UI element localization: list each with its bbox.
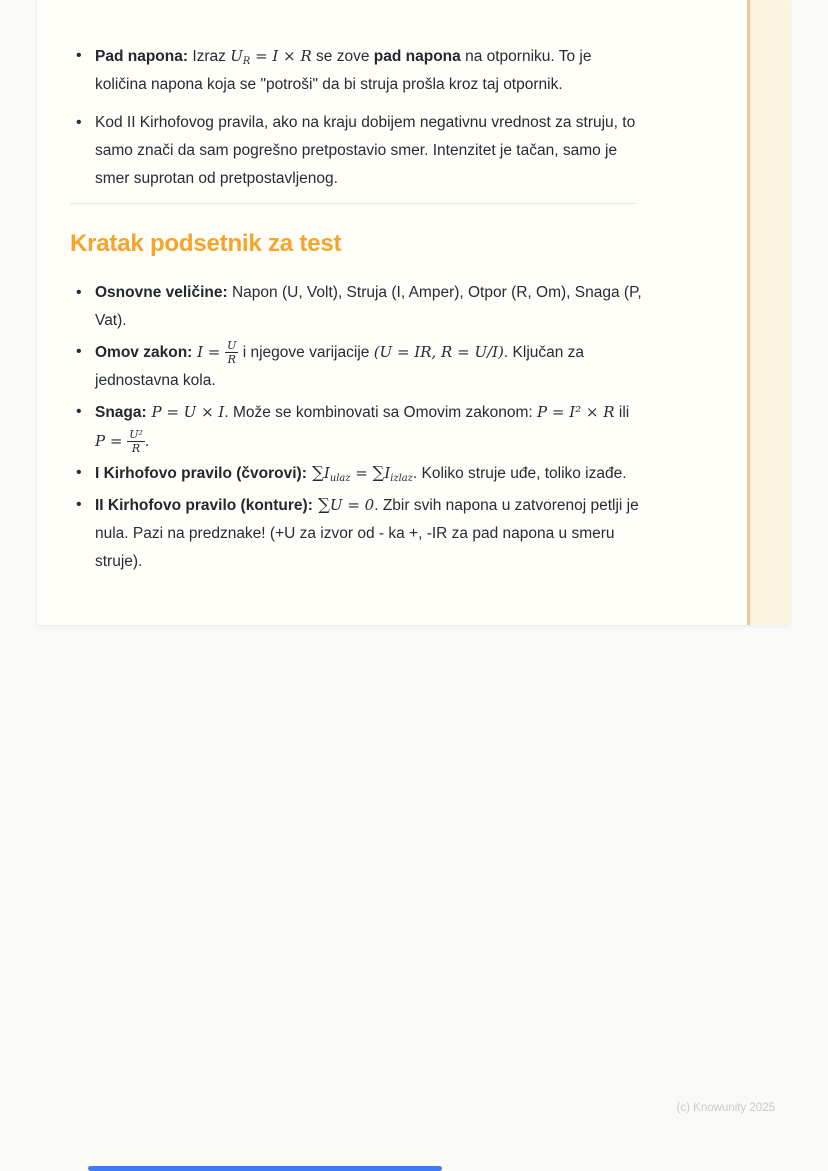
bullet-item-kirhof-1 [70,459,642,488]
summary-bullet-list [70,279,642,576]
section-heading: Kratak podsetnik za test [70,230,342,257]
text-run: . Ključan za jednostavna kola. [95,344,585,389]
text-run: na otporniku. To je količina napona koja se "potroši" da bi struja prošla kroz taj otpornik. [95,48,592,93]
bullet-item-kirhof-napomena [70,109,642,193]
math-subscript: R [242,56,251,68]
section-divider [70,203,637,204]
text-run: . Može se kombinovati sa Omovim zakonom: [224,404,538,421]
term-label: Pad napona: [95,48,189,65]
term-label: Osnovne veličine: [95,284,228,301]
page-content [37,0,657,576]
math-var: I [384,464,391,482]
math-expression [230,47,312,68]
text-run: Kod II Kirhofovog pravila, ako na kraju dobijem negativnu vrednost za struju, to samo znači da sam pogrešno pretpostavio smer. Intenzitet je tačan, samo je smer suprotan od pretpostavljenog. [95,114,636,187]
math-var: I [323,464,330,482]
bullet-item-omov-zakon [70,338,642,395]
bullet-item-pad-napona [70,42,642,99]
term-label: I Kirhofovo pravilo (čvorovi): [95,465,307,482]
fraction-denominator: R [131,441,141,455]
text-run: Napon (U, Volt), Struja (I, Amper), Otpor (R, Om), Snaga (P, Vat). [95,284,642,329]
page-edge-stripe [747,0,790,625]
math-expression [306,463,413,485]
math-subscript: ulaz [329,473,351,485]
math-run: I = [192,343,226,361]
math-run: P = [95,432,128,450]
copyright-text: (c) Knowunity 2025 [676,1102,775,1114]
text-run: ili [614,404,630,421]
math-expression [192,338,238,366]
math-expression: (U = IR, R = U/I) [373,343,504,361]
text-run: Izraz [188,48,231,65]
bullet-item-snaga [70,398,642,456]
math-run: = I × R [250,47,312,65]
bullet-item-kirhof-2 [70,491,642,576]
fraction-denominator: R [227,352,236,366]
math-fraction [225,340,238,365]
sum-symbol: ∑ [372,463,385,482]
fraction-numerator: U [227,338,237,352]
math-expression: P = I² × R [537,403,615,421]
text-run: i njegove varijacije [238,344,374,361]
math-subscript: izlaz [390,473,413,485]
math-run: U = 0 [329,496,375,514]
math-fraction [127,429,145,454]
text-run: . Koliko struje uđe, toliko izađe. [412,465,627,482]
intro-bullet-list [70,42,642,193]
term-label: Snaga: [95,404,147,421]
math-var: U [230,47,243,65]
page-progress-bar [88,1166,442,1171]
emphasis-text: pad napona [373,48,461,65]
text-run: . Zbir svih napona u zatvorenoj petlji je nula. Pazi na predznake! (+U za izvor od - ka +, -IR za pad napona u smeru struje). [95,497,639,570]
math-run: = [350,464,373,482]
text-run: se zove [311,48,374,65]
math-expression [313,496,374,514]
math-expression [95,427,145,455]
bullet-item-osnovne-velicine [70,279,642,335]
term-label: Omov zakon: [95,344,193,361]
math-expression: P = U × I [146,403,225,421]
text-run: . [144,433,150,450]
sum-symbol: ∑ [312,495,330,514]
document-page [37,0,790,625]
term-label: II Kirhofovo pravilo (konture): [95,497,313,514]
fraction-numerator: U² [129,427,143,441]
sum-symbol: ∑ [306,463,324,482]
